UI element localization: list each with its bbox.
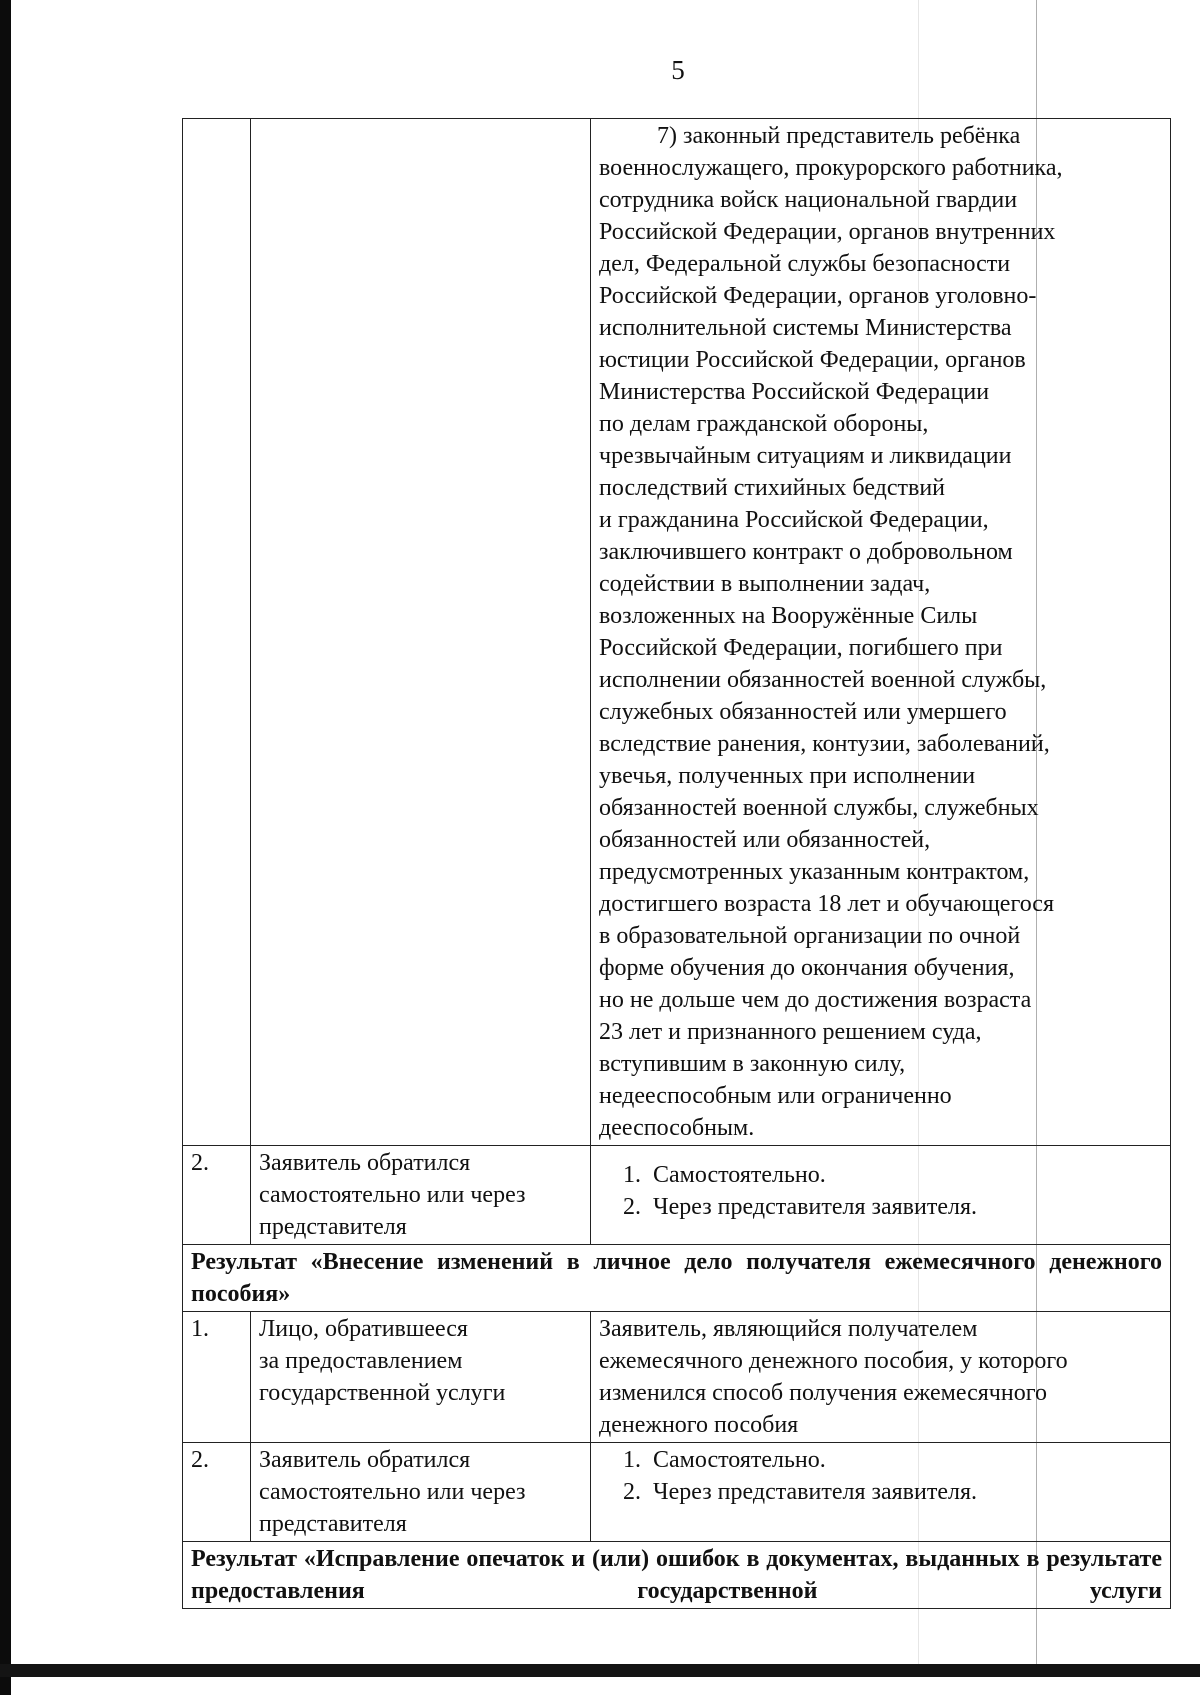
text-line: 23 лет и признанного решением суда, <box>599 1019 982 1045</box>
list-item: 1. Самостоятельно. <box>647 1159 1162 1191</box>
criterion-cell <box>251 1443 591 1542</box>
text-line: вследствие ранения, контузии, заболеваний, <box>599 731 1050 757</box>
text-line: содействии в выполнении задач, <box>599 571 931 597</box>
value-cell <box>591 1312 1171 1443</box>
option-list <box>599 1444 1162 1508</box>
text-line: Лицо, обратившееся <box>259 1316 468 1342</box>
text-line: ежемесячного денежного пособия, у которого <box>599 1348 1068 1374</box>
criterion-cell <box>251 119 591 1146</box>
text-line: 7) законный представитель ребёнка <box>657 123 1021 149</box>
table-row <box>183 1443 1171 1542</box>
text-line: вступившим в законную силу, <box>599 1051 906 1077</box>
text-line: достигшего возраста 18 лет и обучающегося <box>599 891 1054 917</box>
text-line: представителя <box>259 1214 407 1240</box>
text-line: Российской Федерации, органов уголовно- <box>599 283 1037 309</box>
value-cell <box>591 119 1171 1146</box>
text-line: увечья, полученных при исполнении <box>599 763 976 789</box>
text-line: юстиции Российской Федерации, органов <box>599 347 1026 373</box>
number-cell <box>183 119 251 1146</box>
text-line: государственной услуги <box>259 1380 506 1406</box>
table-row <box>183 1146 1171 1245</box>
text-line: исполнительной системы Министерства <box>599 315 1012 341</box>
criteria-table <box>182 118 1171 1609</box>
text-line: Заявитель обратился <box>259 1150 471 1176</box>
result-header-row <box>183 1542 1171 1609</box>
value-cell <box>591 1443 1171 1542</box>
text-line: служебных обязанностей или умершего <box>599 699 1007 725</box>
text-line: Министерства Российской Федерации <box>599 379 990 405</box>
text-line: военнослужащего, прокурорского работника, <box>599 155 1063 181</box>
text-line: самостоятельно или через <box>259 1479 526 1505</box>
text-line: заключившего контракт о добровольном <box>599 539 1013 565</box>
number-cell: 2. <box>183 1146 251 1245</box>
text-line: исполнении обязанностей военной службы, <box>599 667 1047 693</box>
text-line: последствий стихийных бедствий <box>599 475 946 501</box>
criterion-cell <box>251 1312 591 1443</box>
text-line: Заявитель, являющийся получателем <box>599 1316 978 1342</box>
text-line: форме обучения до окончания обучения, <box>599 955 1015 981</box>
text-line: и гражданина Российской Федерации, <box>599 507 989 533</box>
result-heading: Результат «Внесение изменений в личное дело получателя ежемесячного денежного пособия» <box>183 1245 1171 1312</box>
text-line: дееспособным. <box>599 1115 755 1141</box>
text-line: Заявитель обратился <box>259 1447 471 1473</box>
text-line: за предоставлением <box>259 1348 463 1374</box>
result-heading: Результат «Исправление опечаток и (или) ошибок в документах, выданных в результате предоставления государственной услуги <box>183 1542 1171 1609</box>
list-item: 1. Самостоятельно. <box>647 1444 1162 1476</box>
text-line: представителя <box>259 1511 407 1537</box>
value-cell <box>591 1146 1171 1245</box>
table-row <box>183 1312 1171 1443</box>
text-line: предусмотренных указанным контрактом, <box>599 859 1030 885</box>
list-item: 2. Через представителя заявителя. <box>647 1476 1162 1508</box>
number-cell: 2. <box>183 1443 251 1542</box>
text-line: Российской Федерации, органов внутренних <box>599 219 1056 245</box>
option-list <box>599 1159 1162 1223</box>
text-line: недееспособным или ограниченно <box>599 1083 952 1109</box>
text-line: дел, Федеральной службы безопасности <box>599 251 1011 277</box>
number-cell: 1. <box>183 1312 251 1443</box>
scan-edge-bottom <box>0 1664 1200 1677</box>
text-line: по делам гражданской обороны, <box>599 411 929 437</box>
text-line: денежного пособия <box>599 1412 799 1438</box>
table-row <box>183 119 1171 1146</box>
text-line: Российской Федерации, погибшего при <box>599 635 1003 661</box>
text-line: обязанностей военной службы, служебных <box>599 795 1039 821</box>
scan-edge-left <box>0 0 11 1695</box>
text-line: сотрудника войск национальной гвардии <box>599 187 1018 213</box>
criterion-cell <box>251 1146 591 1245</box>
continued-paragraph <box>599 120 1162 152</box>
text-line: чрезвычайным ситуациям и ликвидации <box>599 443 1012 469</box>
text-line: но не дольше чем до достижения возраста <box>599 987 1032 1013</box>
list-item: 2. Через представителя заявителя. <box>647 1191 1162 1223</box>
result-header-row <box>183 1245 1171 1312</box>
text-line: обязанностей или обязанностей, <box>599 827 931 853</box>
text-line: в образовательной организации по очной <box>599 923 1021 949</box>
page-number: 5 <box>671 55 685 85</box>
text-line: самостоятельно или через <box>259 1182 526 1208</box>
text-line: возложенных на Вооружённые Силы <box>599 603 978 629</box>
text-line: изменился способ получения ежемесячного <box>599 1380 1047 1406</box>
